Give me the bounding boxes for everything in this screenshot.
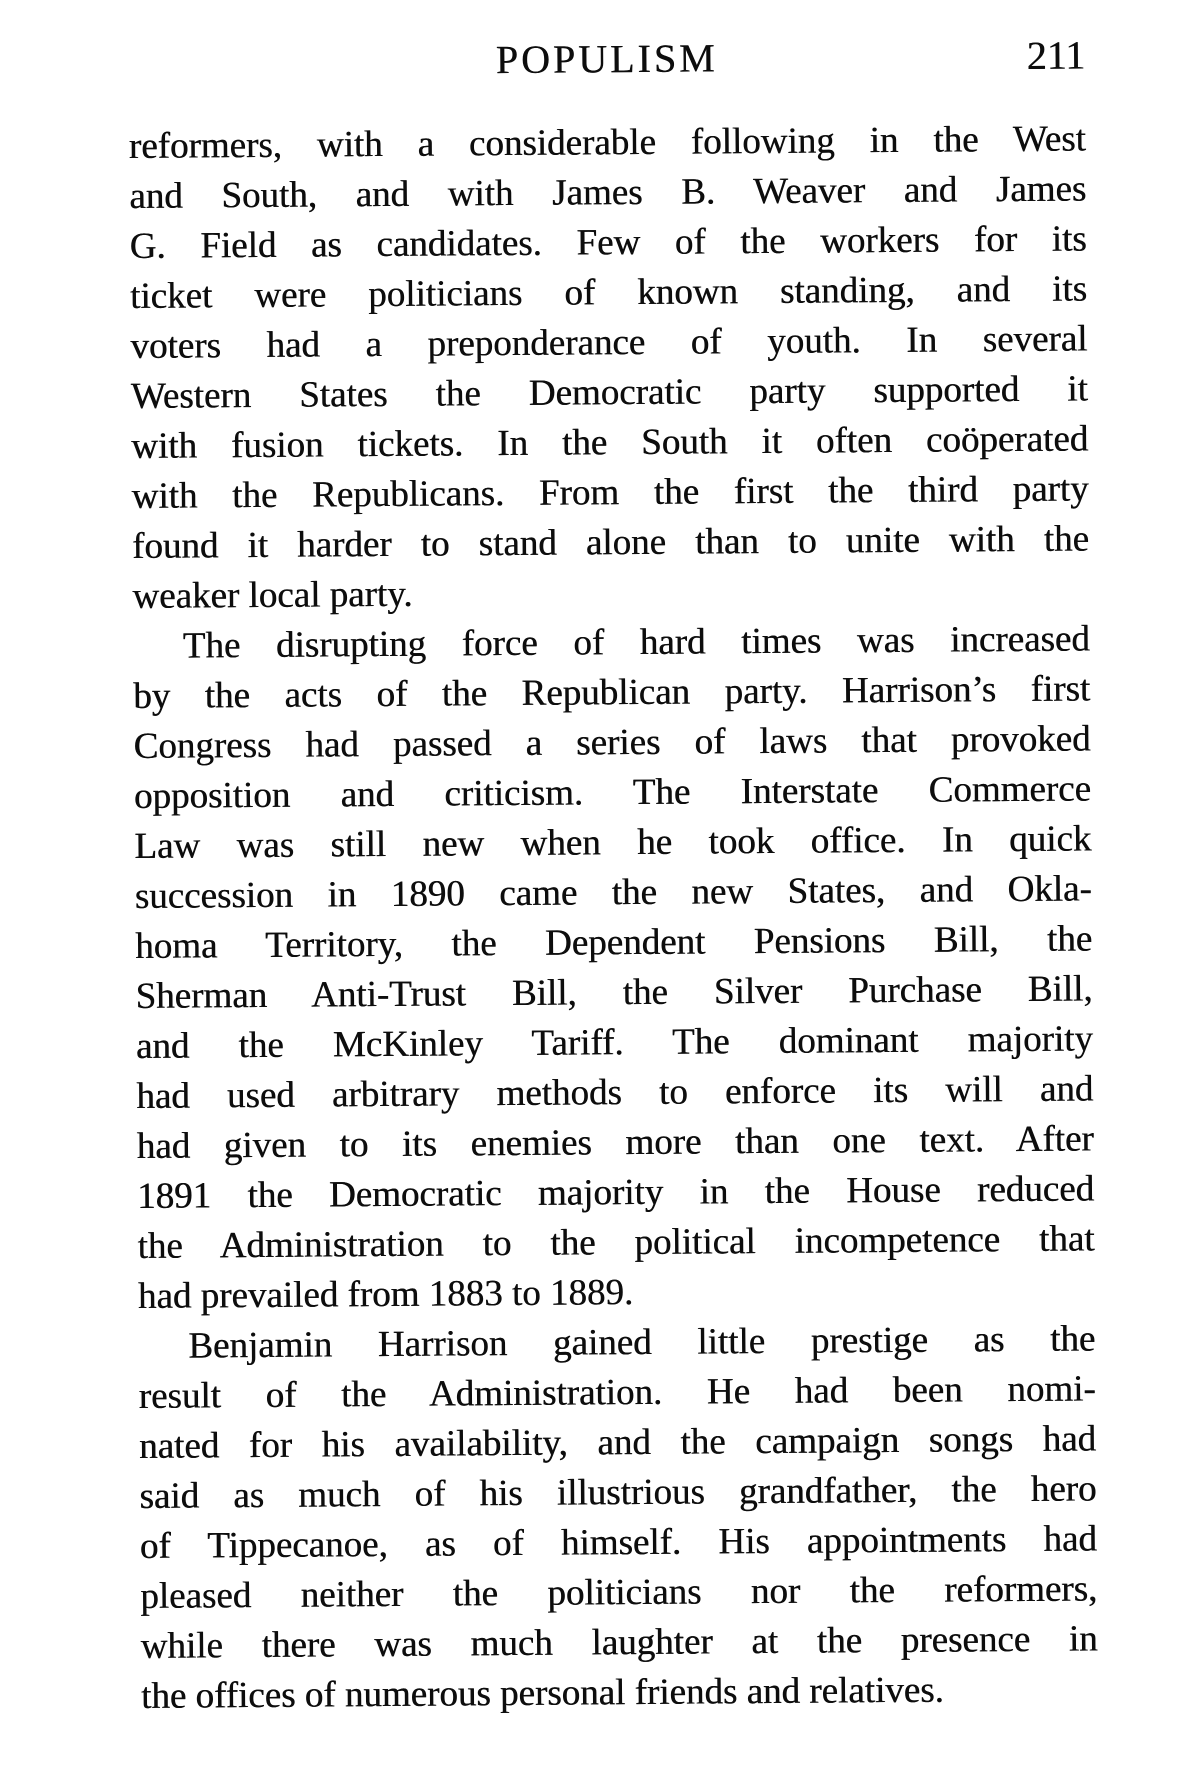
text-line: and the McKinley Tariff. The dominant majority [135,1018,1094,1067]
text-line: the Administration to the political incompetence that [137,1218,1095,1267]
text-line: with the Republicans. From the first the third party [131,468,1089,517]
text-line: Congress had passed a series of laws that provoked [133,718,1091,767]
running-header [128,32,1085,86]
text-line: ticket were politicians of known standing, and its [129,268,1088,317]
text-line: The disrupting force of hard times was increased [182,618,1090,667]
text-line: the offices of numerous personal friends and relatives. [140,1669,944,1717]
text-line: voters had a preponderance of youth. In several [130,318,1088,367]
text-line: result of the Administration. He had been nomi- [138,1368,1096,1417]
text-line: said as much of his illustrious grandfather, the hero [139,1468,1097,1517]
paragraph [129,114,1090,622]
text-line: opposition and criticism. The Interstate Commerce [133,768,1092,817]
text-line: had given to its enemies more than one text. After [136,1118,1094,1167]
text-line: homa Territory, the Dependent Pensions Bill, the [134,918,1093,967]
text-line: of Tippecanoe, as of himself. His appointments had [139,1518,1097,1567]
text-line: with fusion tickets. In the South it often coöperated [131,418,1089,467]
text-line: while there was much laughter at the presence in [140,1618,1098,1667]
text-line: found it harder to stand alone than to unite with the [131,518,1090,567]
page-body [129,114,1099,1721]
text-line: nated for his availability, and the campaign songs had [138,1418,1097,1467]
text-line: and South, and with James B. Weaver and James [129,168,1087,217]
text-line: Benjamin Harrison gained little prestige as the [188,1318,1096,1367]
print-block [128,32,1098,1721]
text-line: pleased neither the politicians nor the reformers, [140,1568,1098,1617]
text-line: G. Field as candidates. Few of the workers for its [129,218,1087,267]
paragraph [133,614,1095,1321]
text-line: 1891 the Democratic majority in the House reduced [136,1168,1095,1217]
text-line: succession in 1890 came the new States, and Okla- [134,868,1092,917]
page-title: POPULISM [495,35,718,83]
text-line: by the acts of the Republican party. Harrison’s first [132,668,1091,717]
text-line: had prevailed from 1883 to 1889. [137,1272,634,1317]
paragraph [138,1314,1098,1722]
text-line: reformers, with a considerable following in the West [128,118,1086,167]
text-line: Law was still new when he took office. In quick [134,818,1092,867]
text-line: Western States the Democratic party supported it [130,368,1088,417]
text-line: Sherman Anti-Trust Bill, the Silver Purchase Bill, [135,968,1093,1017]
page-number: 211 [1026,32,1086,78]
text-line: weaker local party. [132,573,413,617]
text-line: had used arbitrary methods to enforce its will and [136,1068,1094,1117]
